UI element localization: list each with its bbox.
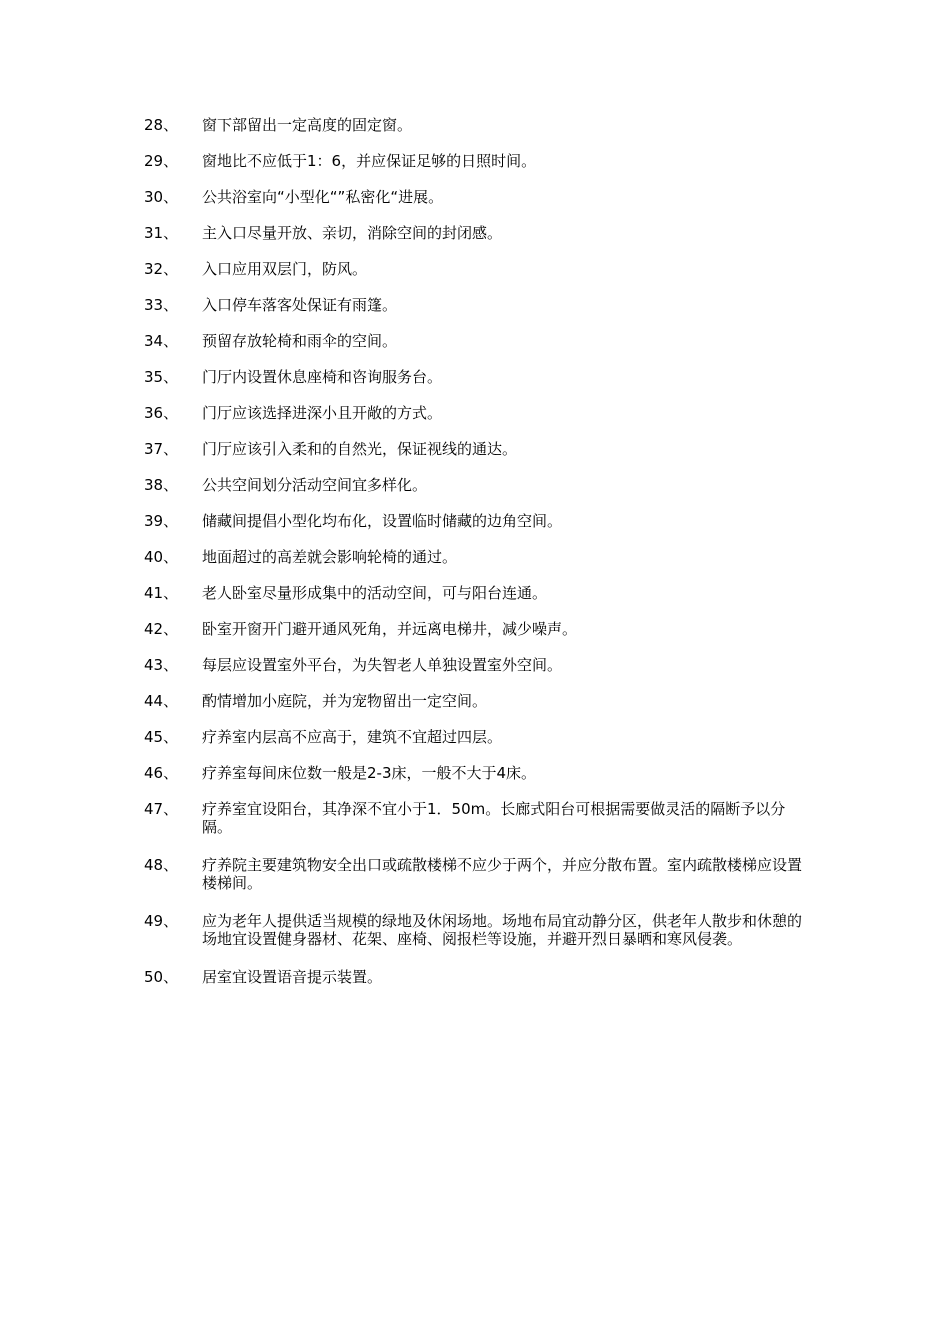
item-number: 39、 <box>144 512 179 530</box>
item-text: 酌情增加小庭院，并为宠物留出一定空间。 <box>202 692 488 710</box>
item-text: 门厅应该选择进深小且开敞的方式。 <box>202 404 443 422</box>
item-number: 28、 <box>144 116 179 134</box>
item-number: 38、 <box>144 476 179 494</box>
item-text: 窗地比不应低于1：6，并应保证足够的日照时间。 <box>202 152 537 170</box>
list-item <box>144 800 824 836</box>
list-item <box>144 296 824 314</box>
item-text: 预留存放轮椅和雨伞的空间。 <box>202 332 398 350</box>
list-item <box>144 620 824 638</box>
item-number: 50、 <box>144 968 179 986</box>
item-text: 门厅内设置休息座椅和咨询服务台。 <box>202 368 443 386</box>
item-text: 疗养室每间床位数一般是2-3床，一般不大于4床。 <box>202 764 537 782</box>
item-number: 44、 <box>144 692 179 710</box>
item-text: 地面超过的高差就会影响轮椅的通过。 <box>202 548 458 566</box>
list-item <box>144 912 824 948</box>
item-text: 卧室开窗开门避开通风死角，并远离电梯井，减少噪声。 <box>202 620 578 638</box>
item-text: 疗养室宜设阳台，其净深不宜小于1．50m。长廊式阳台可根据需要做灵活的隔断予以分隔。 <box>202 800 786 836</box>
item-text: 公共空间划分活动空间宜多样化。 <box>202 476 428 494</box>
list-item <box>144 728 824 746</box>
item-number: 48、 <box>144 856 179 874</box>
list-item <box>144 968 824 986</box>
item-text: 入口应用双层门，防风。 <box>202 260 368 278</box>
item-number: 34、 <box>144 332 179 350</box>
item-number: 29、 <box>144 152 179 170</box>
item-text: 居室宜设置语音提示装置。 <box>202 968 383 986</box>
list-item <box>144 548 824 566</box>
list-item <box>144 188 824 206</box>
list-item <box>144 476 824 494</box>
item-text: 应为老年人提供适当规模的绿地及休闲场地。场地布局宜动静分区，供老年人散步和休憩的场地宜设置健身器材、花架、座椅、阅报栏等设施，并避开烈日暴晒和寒风侵袭。 <box>202 912 803 948</box>
item-number: 42、 <box>144 620 179 638</box>
item-number: 49、 <box>144 912 179 930</box>
item-number: 30、 <box>144 188 179 206</box>
list-item <box>144 584 824 602</box>
list-item <box>144 152 824 170</box>
item-number: 37、 <box>144 440 179 458</box>
item-number: 41、 <box>144 584 179 602</box>
item-number: 33、 <box>144 296 179 314</box>
item-number: 40、 <box>144 548 179 566</box>
item-text: 老人卧室尽量形成集中的活动空间，可与阳台连通。 <box>202 584 548 602</box>
item-number: 45、 <box>144 728 179 746</box>
list-item <box>144 764 824 782</box>
list-item <box>144 856 824 892</box>
item-number: 46、 <box>144 764 179 782</box>
item-number: 35、 <box>144 368 179 386</box>
list-item <box>144 404 824 422</box>
list-item <box>144 656 824 674</box>
item-number: 32、 <box>144 260 179 278</box>
list-item <box>144 116 824 134</box>
item-number: 36、 <box>144 404 179 422</box>
item-text: 储藏间提倡小型化均布化，设置临时储藏的边角空间。 <box>202 512 563 530</box>
item-number: 31、 <box>144 224 179 242</box>
list-item <box>144 332 824 350</box>
item-number: 47、 <box>144 800 179 818</box>
list-item <box>144 260 824 278</box>
list-item <box>144 512 824 530</box>
item-text: 主入口尽量开放、亲切，消除空间的封闭感。 <box>202 224 503 242</box>
list-item <box>144 692 824 710</box>
item-text: 每层应设置室外平台，为失智老人单独设置室外空间。 <box>202 656 563 674</box>
item-text: 疗养院主要建筑物安全出口或疏散楼梯不应少于两个，并应分散布置。室内疏散楼梯应设置楼梯间。 <box>202 856 803 892</box>
item-text: 公共浴室向“小型化“”私密化“进展。 <box>202 188 444 206</box>
item-text: 疗养室内层高不应高于，建筑不宜超过四层。 <box>202 728 503 746</box>
list-item <box>144 224 824 242</box>
list-item <box>144 440 824 458</box>
numbered-list <box>144 116 824 1004</box>
item-number: 43、 <box>144 656 179 674</box>
item-text: 入口停车落客处保证有雨篷。 <box>202 296 398 314</box>
list-item <box>144 368 824 386</box>
item-text: 窗下部留出一定高度的固定窗。 <box>202 116 413 134</box>
item-text: 门厅应该引入柔和的自然光，保证视线的通达。 <box>202 440 518 458</box>
